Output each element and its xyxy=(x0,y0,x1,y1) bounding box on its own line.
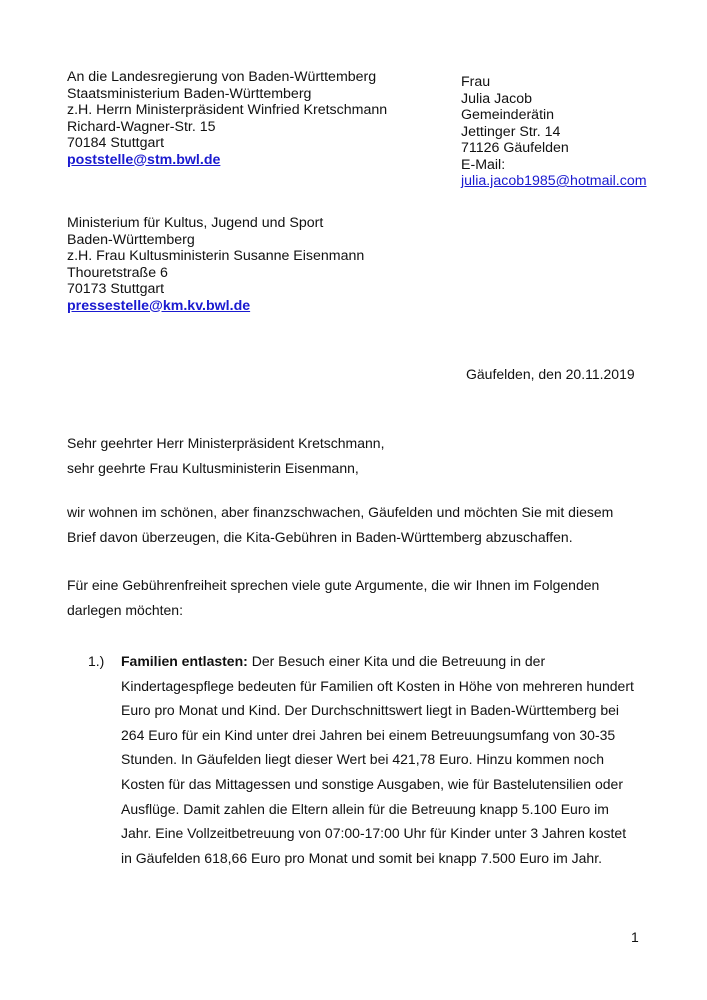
salutation xyxy=(67,431,384,480)
address-line: Baden-Württemberg xyxy=(67,231,195,248)
list-item-line: Stunden. In Gäufelden liegt dieser Wert bei 421,78 Euro. Hinzu kommen noch xyxy=(121,751,605,768)
arguments-intro-paragraph xyxy=(67,573,599,622)
sender-line: Gemeinderätin xyxy=(461,107,555,123)
address-line: Staatsministerium Baden-Württemberg xyxy=(67,85,312,102)
sender-email-link[interactable]: julia.jacob1985@hotmail.com xyxy=(461,173,647,189)
recipient2-email-link[interactable]: pressestelle@km.kv.bwl.de xyxy=(67,297,251,314)
address-line: Thouretstraße 6 xyxy=(67,264,168,281)
address-line: Richard-Wagner-Str. 15 xyxy=(67,118,216,135)
paragraph-line: Für eine Gebührenfreiheit sprechen viele gute Argumente, die wir Ihnen im Folgenden xyxy=(67,577,600,593)
recipient-address-education-ministry xyxy=(67,215,364,314)
salutation-line: sehr geehrte Frau Kultusministerin Eisenmann, xyxy=(67,459,359,476)
list-item-line: in Gäufelden 618,66 Euro pro Monat und somit bei knapp 7.500 Euro im Jahr. xyxy=(121,849,602,866)
address-line: 70173 Stuttgart xyxy=(67,281,165,297)
intro-paragraph xyxy=(67,500,613,549)
list-item-line: Kindertagespflege bedeuten für Familien oft Kosten in Höhe von mehreren hundert xyxy=(121,677,634,694)
address-line: Ministerium für Kultus, Jugend und Sport xyxy=(67,215,324,231)
list-item-line: Kosten für das Mittagessen und sonstige Ausgaben, wie für Bastelutensilien oder xyxy=(121,775,623,792)
address-line: z.H. Herrn Ministerpräsident Winfried Kretschmann xyxy=(67,102,388,118)
recipient-address-state-ministry xyxy=(67,69,387,168)
paragraph-line: Brief davon überzeugen, die Kita-Gebühren in Baden-Württemberg abzuschaffen. xyxy=(67,528,573,545)
sender-line: 71126 Gäufelden xyxy=(461,140,569,156)
list-item-number: 1.) xyxy=(88,653,105,669)
sender-line: Jettinger Str. 14 xyxy=(461,123,561,140)
address-line: z.H. Frau Kultusministerin Susanne Eisenmann xyxy=(67,248,365,264)
sender-line: Frau xyxy=(461,74,491,90)
recipient1-email-link[interactable]: poststelle@stm.bwl.de xyxy=(67,151,221,168)
list-item-line: Euro pro Monat und Kind. Der Durchschnittswert liegt in Baden-Württemberg bei xyxy=(121,702,620,719)
list-item-heading: Familien entlasten: xyxy=(121,653,248,669)
list-item-text xyxy=(121,649,634,870)
list-item-line: Jahr. Eine Vollzeitbetreuung von 07:00-17:00 Uhr für Kinder unter 3 Jahren kostet xyxy=(121,825,627,842)
sender-line: E-Mail: xyxy=(461,156,506,173)
list-item-first-line: Der Besuch einer Kita und die Betreuung in der xyxy=(247,653,546,669)
sender-line: Julia Jacob xyxy=(461,90,532,107)
list-item-line: 264 Euro für ein Kind unter drei Jahren bei einem Betreuungsumfang von 30-35 xyxy=(121,726,616,743)
paragraph-line: darlegen möchten: xyxy=(67,601,183,618)
list-item-line: Ausflüge. Damit zahlen die Eltern allein für die Betreuung knapp 5.100 Euro im xyxy=(121,800,609,817)
address-line: An die Landesregierung von Baden-Württemberg xyxy=(67,69,377,85)
address-line: 70184 Stuttgart xyxy=(67,135,165,151)
date-line: Gäufelden, den 20.11.2019 xyxy=(466,366,635,382)
sender-address xyxy=(461,74,647,190)
paragraph-line: wir wohnen im schönen, aber finanzschwachen, Gäufelden und möchten Sie mit diesem xyxy=(67,504,614,520)
salutation-line: Sehr geehrter Herr Ministerpräsident Kretschmann, xyxy=(67,435,385,451)
page-number: 1 xyxy=(631,929,639,945)
